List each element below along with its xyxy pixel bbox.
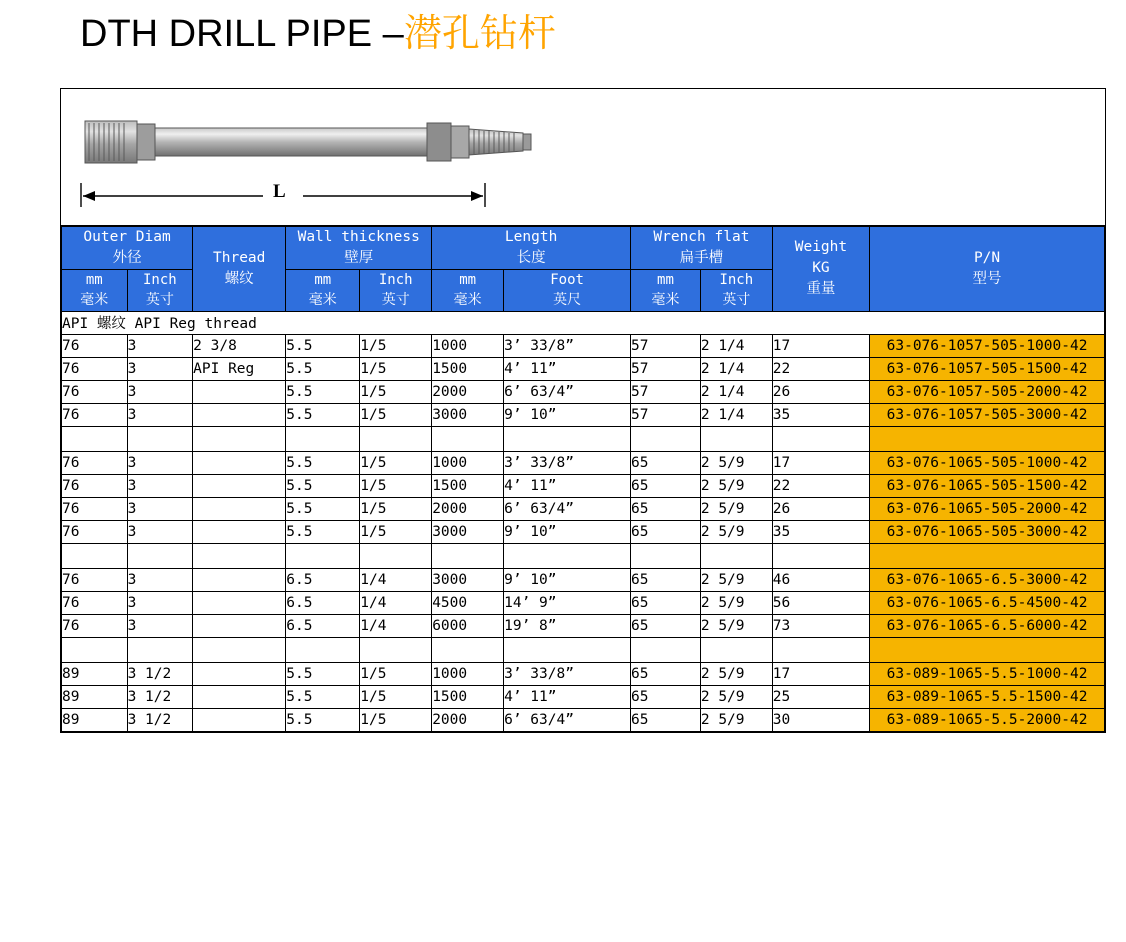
cell-part-number: 63-076-1065-6.5-4500-42 [870, 591, 1105, 614]
cell-wf-inch: 2 1/4 [700, 334, 772, 357]
spec-table-head [62, 227, 1105, 312]
cell-empty [504, 637, 631, 662]
cell-wt-inch: 1/5 [360, 451, 432, 474]
cell-part-number: 63-076-1065-6.5-6000-42 [870, 614, 1105, 637]
table-row [62, 520, 1105, 543]
cell-empty [193, 426, 286, 451]
cell-weight: 26 [772, 497, 869, 520]
cell-empty [772, 637, 869, 662]
header-wrench-flat-en: Wrench flat [653, 229, 750, 245]
header-wrench-flat [631, 227, 773, 270]
cell-thread [193, 614, 286, 637]
cell-wf-mm: 65 [631, 568, 701, 591]
cell-od-inch: 3 [127, 451, 193, 474]
subheader-len-foot-en: Foot [550, 272, 584, 289]
cell-thread: API Reg [193, 357, 286, 380]
cell-empty [432, 543, 504, 568]
header-thread-cn: 螺纹 [224, 270, 254, 287]
cell-empty [286, 543, 360, 568]
cell-wt-inch: 1/5 [360, 474, 432, 497]
cell-wt-mm: 5.5 [286, 451, 360, 474]
page-title-chinese: 潜孔钻杆 [403, 11, 556, 55]
cell-od-inch: 3 [127, 403, 193, 426]
subheader-od-inch [127, 270, 193, 312]
cell-len-mm: 3000 [432, 403, 504, 426]
cell-wf-inch: 2 1/4 [700, 403, 772, 426]
cell-len-foot: 3’ 33/8” [504, 662, 631, 685]
cell-empty [360, 637, 432, 662]
cell-len-mm: 2000 [432, 708, 504, 731]
cell-wf-inch: 2 5/9 [700, 497, 772, 520]
subheader-len-foot [504, 270, 631, 312]
cell-empty [700, 637, 772, 662]
subheader-wf-mm-cn: 毫米 [651, 292, 680, 309]
subheader-od-mm-cn: 毫米 [80, 292, 109, 309]
cell-len-mm: 1500 [432, 357, 504, 380]
cell-wf-inch: 2 1/4 [700, 357, 772, 380]
cell-len-foot: 6’ 63/4” [504, 708, 631, 731]
cell-part-number: 63-076-1065-505-1000-42 [870, 451, 1105, 474]
cell-wf-inch: 2 5/9 [700, 591, 772, 614]
cell-empty [700, 426, 772, 451]
table-spacer-row [62, 637, 1105, 662]
cell-empty [432, 637, 504, 662]
subheader-wt-mm-cn: 毫米 [308, 292, 337, 309]
cell-wt-inch: 1/4 [360, 568, 432, 591]
cell-empty [127, 426, 193, 451]
cell-wt-inch: 1/5 [360, 380, 432, 403]
cell-wf-mm: 65 [631, 451, 701, 474]
header-wall-thickness-cn: 壁厚 [344, 250, 374, 267]
cell-wf-mm: 65 [631, 685, 701, 708]
cell-part-number: 63-089-1065-5.5-2000-42 [870, 708, 1105, 731]
cell-weight: 46 [772, 568, 869, 591]
header-thread [193, 227, 286, 312]
cell-wt-inch: 1/5 [360, 685, 432, 708]
cell-wt-mm: 5.5 [286, 357, 360, 380]
cell-len-foot: 6’ 63/4” [504, 497, 631, 520]
subheader-od-inch-cn: 英寸 [145, 292, 174, 309]
cell-weight: 35 [772, 403, 869, 426]
cell-wt-mm: 5.5 [286, 520, 360, 543]
cell-wf-inch: 2 5/9 [700, 708, 772, 731]
drill-pipe-illustration-icon [83, 111, 543, 173]
cell-weight: 35 [772, 520, 869, 543]
cell-wf-mm: 65 [631, 474, 701, 497]
cell-weight: 25 [772, 685, 869, 708]
cell-empty [127, 543, 193, 568]
cell-empty [504, 426, 631, 451]
table-row [62, 568, 1105, 591]
subheader-len-mm-cn: 毫米 [453, 292, 482, 309]
subheader-wt-inch-cn: 英寸 [381, 292, 410, 309]
table-spacer-row [62, 426, 1105, 451]
cell-part-number: 63-076-1065-505-1500-42 [870, 474, 1105, 497]
cell-empty [127, 637, 193, 662]
cell-part-number: 63-076-1057-505-2000-42 [870, 380, 1105, 403]
cell-wf-mm: 65 [631, 662, 701, 685]
cell-thread [193, 497, 286, 520]
subheader-len-mm [432, 270, 504, 312]
table-row [62, 685, 1105, 708]
cell-wf-mm: 65 [631, 497, 701, 520]
cell-empty [772, 426, 869, 451]
cell-od-mm: 76 [62, 520, 128, 543]
header-part-number-cn: 型号 [972, 270, 1002, 287]
cell-len-foot: 19’ 8” [504, 614, 631, 637]
cell-wf-mm: 65 [631, 614, 701, 637]
cell-od-inch: 3 [127, 614, 193, 637]
cell-wt-inch: 1/5 [360, 357, 432, 380]
cell-wf-inch: 2 5/9 [700, 614, 772, 637]
length-dimension-label: L [273, 181, 286, 202]
cell-od-mm: 89 [62, 662, 128, 685]
cell-part-number: 63-076-1057-505-3000-42 [870, 403, 1105, 426]
cell-len-mm: 1500 [432, 685, 504, 708]
cell-od-mm: 76 [62, 591, 128, 614]
cell-wt-mm: 5.5 [286, 662, 360, 685]
cell-len-mm: 6000 [432, 614, 504, 637]
cell-len-foot: 14’ 9” [504, 591, 631, 614]
cell-thread [193, 568, 286, 591]
cell-empty [631, 426, 701, 451]
cell-len-foot: 9’ 10” [504, 403, 631, 426]
table-row [62, 591, 1105, 614]
cell-empty [286, 426, 360, 451]
cell-empty [62, 637, 128, 662]
subheader-len-mm-en: mm [459, 272, 477, 289]
cell-wt-mm: 5.5 [286, 403, 360, 426]
cell-wt-mm: 5.5 [286, 497, 360, 520]
header-outer-diam-cn: 外径 [112, 250, 142, 267]
subheader-od-mm [62, 270, 128, 312]
cell-wf-inch: 2 5/9 [700, 520, 772, 543]
cell-od-mm: 76 [62, 334, 128, 357]
cell-len-mm: 1000 [432, 451, 504, 474]
cell-len-foot: 6’ 63/4” [504, 380, 631, 403]
subheader-wt-mm-en: mm [314, 272, 332, 289]
page-title-english: DTH DRILL PIPE – [80, 13, 404, 55]
cell-empty [193, 543, 286, 568]
cell-len-foot: 3’ 33/8” [504, 334, 631, 357]
cell-empty [193, 637, 286, 662]
cell-empty [62, 426, 128, 451]
cell-part-number [870, 637, 1105, 662]
table-row [62, 614, 1105, 637]
cell-wf-inch: 2 5/9 [700, 662, 772, 685]
cell-len-foot: 3’ 33/8” [504, 451, 631, 474]
cell-od-mm: 76 [62, 497, 128, 520]
header-outer-diam-en: Outer Diam [83, 229, 171, 245]
cell-od-mm: 76 [62, 474, 128, 497]
cell-len-mm: 4500 [432, 591, 504, 614]
subheader-od-inch-en: Inch [143, 272, 177, 289]
cell-part-number: 63-076-1065-6.5-3000-42 [870, 568, 1105, 591]
cell-thread [193, 662, 286, 685]
table-row [62, 708, 1105, 731]
subheader-len-foot-cn: 英尺 [553, 292, 582, 309]
cell-weight: 56 [772, 591, 869, 614]
cell-part-number: 63-089-1065-5.5-1000-42 [870, 662, 1105, 685]
cell-wt-inch: 1/5 [360, 334, 432, 357]
cell-wt-inch: 1/5 [360, 403, 432, 426]
cell-thread: 2 3/8 [193, 334, 286, 357]
cell-od-mm: 89 [62, 708, 128, 731]
cell-wt-mm: 6.5 [286, 614, 360, 637]
table-spacer-row [62, 543, 1105, 568]
header-weight-en: Weight [794, 239, 848, 256]
header-length-cn: 长度 [516, 250, 546, 267]
spec-table [61, 226, 1105, 732]
cell-len-foot: 9’ 10” [504, 568, 631, 591]
header-outer-diam [62, 227, 193, 270]
header-wall-thickness-en: Wall thickness [297, 229, 420, 245]
table-row [62, 497, 1105, 520]
cell-part-number: 63-076-1065-505-2000-42 [870, 497, 1105, 520]
cell-od-mm: 76 [62, 380, 128, 403]
cell-thread [193, 451, 286, 474]
cell-od-inch: 3 [127, 591, 193, 614]
cell-wt-inch: 1/5 [360, 520, 432, 543]
cell-od-inch: 3 1/2 [127, 708, 193, 731]
header-length [432, 227, 631, 270]
cell-od-inch: 3 [127, 568, 193, 591]
cell-wf-mm: 57 [631, 380, 701, 403]
cell-od-inch: 3 1/2 [127, 662, 193, 685]
cell-empty [432, 426, 504, 451]
cell-thread [193, 380, 286, 403]
cell-weight: 17 [772, 662, 869, 685]
cell-weight: 17 [772, 451, 869, 474]
cell-wf-mm: 57 [631, 403, 701, 426]
cell-empty [700, 543, 772, 568]
spec-table-body [62, 311, 1105, 731]
cell-od-inch: 3 1/2 [127, 685, 193, 708]
spec-table-container [60, 88, 1106, 733]
cell-len-mm: 1500 [432, 474, 504, 497]
header-weight-unit: KG [812, 260, 830, 277]
cell-empty [360, 426, 432, 451]
cell-od-inch: 3 [127, 334, 193, 357]
cell-od-mm: 76 [62, 568, 128, 591]
cell-thread [193, 591, 286, 614]
cell-wt-mm: 5.5 [286, 685, 360, 708]
cell-od-inch: 3 [127, 380, 193, 403]
cell-thread [193, 520, 286, 543]
subheader-wf-mm-en: mm [657, 272, 674, 289]
cell-od-mm: 76 [62, 403, 128, 426]
cell-empty [286, 637, 360, 662]
section-note: API 螺纹 API Reg thread [62, 311, 1105, 334]
header-part-number-en: P/N [973, 249, 1001, 266]
cell-thread [193, 474, 286, 497]
drill-pipe-diagram [61, 89, 1105, 226]
subheader-wt-inch [360, 270, 432, 312]
cell-wf-inch: 2 5/9 [700, 568, 772, 591]
cell-empty [631, 637, 701, 662]
cell-weight: 26 [772, 380, 869, 403]
cell-wt-mm: 5.5 [286, 380, 360, 403]
cell-len-foot: 9’ 10” [504, 520, 631, 543]
subheader-wf-inch [700, 270, 772, 312]
subheader-wf-inch-cn: 英寸 [722, 292, 751, 309]
header-length-en: Length [504, 229, 558, 245]
cell-empty [62, 543, 128, 568]
cell-empty [772, 543, 869, 568]
subheader-wt-inch-en: Inch [378, 272, 413, 289]
header-weight [772, 227, 869, 312]
table-row [62, 380, 1105, 403]
cell-empty [360, 543, 432, 568]
cell-wt-mm: 5.5 [286, 334, 360, 357]
cell-od-mm: 76 [62, 614, 128, 637]
cell-wf-inch: 2 5/9 [700, 451, 772, 474]
cell-wf-inch: 2 5/9 [700, 474, 772, 497]
cell-part-number: 63-076-1057-505-1000-42 [870, 334, 1105, 357]
header-thread-en: Thread [213, 249, 266, 266]
header-wrench-flat-cn: 扁手槽 [679, 250, 724, 267]
subheader-wt-mm [286, 270, 360, 312]
cell-len-mm: 1000 [432, 334, 504, 357]
cell-wf-mm: 57 [631, 357, 701, 380]
page-title [80, 2, 556, 57]
header-part-number [870, 227, 1105, 312]
subheader-wf-mm [631, 270, 701, 312]
cell-part-number [870, 426, 1105, 451]
cell-od-mm: 89 [62, 685, 128, 708]
cell-wf-inch: 2 1/4 [700, 380, 772, 403]
table-row [62, 662, 1105, 685]
header-row-group [62, 227, 1105, 270]
cell-len-foot: 4’ 11” [504, 685, 631, 708]
cell-wf-mm: 65 [631, 591, 701, 614]
cell-weight: 22 [772, 474, 869, 497]
cell-od-mm: 76 [62, 357, 128, 380]
cell-wt-inch: 1/5 [360, 708, 432, 731]
cell-wf-mm: 65 [631, 520, 701, 543]
cell-part-number: 63-076-1057-505-1500-42 [870, 357, 1105, 380]
cell-wf-mm: 65 [631, 708, 701, 731]
cell-wt-mm: 6.5 [286, 591, 360, 614]
table-row [62, 357, 1105, 380]
cell-len-foot: 4’ 11” [504, 357, 631, 380]
cell-empty [504, 543, 631, 568]
cell-od-mm: 76 [62, 451, 128, 474]
cell-len-mm: 3000 [432, 520, 504, 543]
cell-wt-mm: 6.5 [286, 568, 360, 591]
cell-part-number: 63-089-1065-5.5-1500-42 [870, 685, 1105, 708]
cell-wt-inch: 1/5 [360, 662, 432, 685]
cell-weight: 30 [772, 708, 869, 731]
cell-len-mm: 2000 [432, 497, 504, 520]
subheader-od-mm-en: mm [85, 272, 103, 289]
cell-len-mm: 2000 [432, 380, 504, 403]
cell-len-mm: 1000 [432, 662, 504, 685]
table-row [62, 451, 1105, 474]
cell-od-inch: 3 [127, 497, 193, 520]
cell-wt-mm: 5.5 [286, 708, 360, 731]
cell-wf-inch: 2 5/9 [700, 685, 772, 708]
header-wall-thickness [286, 227, 432, 270]
cell-thread [193, 403, 286, 426]
cell-weight: 73 [772, 614, 869, 637]
cell-wf-mm: 57 [631, 334, 701, 357]
cell-weight: 22 [772, 357, 869, 380]
cell-wt-inch: 1/5 [360, 497, 432, 520]
cell-od-inch: 3 [127, 357, 193, 380]
cell-od-inch: 3 [127, 520, 193, 543]
table-row [62, 474, 1105, 497]
cell-thread [193, 708, 286, 731]
cell-od-inch: 3 [127, 474, 193, 497]
cell-wt-inch: 1/4 [360, 591, 432, 614]
cell-len-foot: 4’ 11” [504, 474, 631, 497]
cell-part-number: 63-076-1065-505-3000-42 [870, 520, 1105, 543]
cell-weight: 17 [772, 334, 869, 357]
table-row [62, 334, 1105, 357]
section-note-row [62, 311, 1105, 334]
cell-len-mm: 3000 [432, 568, 504, 591]
cell-wt-inch: 1/4 [360, 614, 432, 637]
cell-wt-mm: 5.5 [286, 474, 360, 497]
subheader-wf-inch-en: Inch [719, 272, 754, 289]
table-row [62, 403, 1105, 426]
cell-part-number [870, 543, 1105, 568]
header-weight-cn: 重量 [806, 281, 836, 298]
cell-thread [193, 685, 286, 708]
cell-empty [631, 543, 701, 568]
